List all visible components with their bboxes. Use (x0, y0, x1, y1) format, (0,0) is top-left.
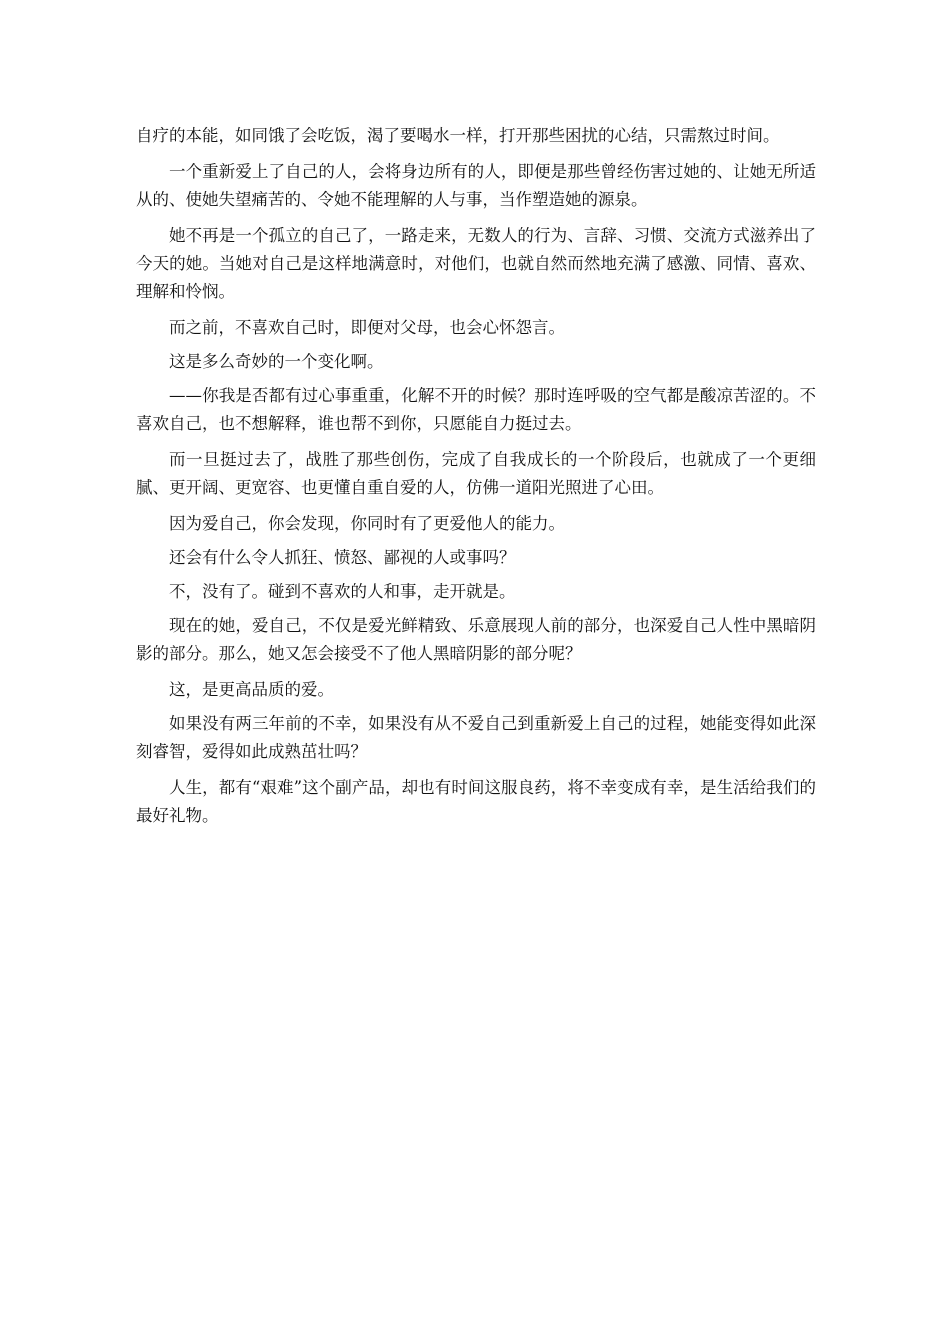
paragraph: 人生，都有“艰难”这个副产品，却也有时间这服良药，将不幸变成有幸，是生活给我们的最好礼物。 (136, 778, 816, 825)
paragraph: 现在的她，爱自己，不仅是爱光鲜精致、乐意展现人前的部分，也深爱自己人性中黑暗阴影的部分。那么，她又怎会接受不了他人黑暗阴影的部分呢？ (136, 616, 816, 663)
paragraph: 不，没有了。碰到不喜欢的人和事，走开就是。 (169, 582, 516, 601)
paragraph: 还会有什么令人抓狂、愤怒、鄙视的人或事吗？ (169, 548, 516, 567)
paragraph: 一个重新爱上了自己的人，会将身边所有的人，即便是那些曾经伤害过她的、让她无所适从的、使她失望痛苦的、令她不能理解的人与事，当作塑造她的源泉。 (136, 162, 816, 209)
paragraph: 这，是更高品质的爱。 (169, 680, 334, 699)
article-body (136, 122, 816, 838)
paragraph: 如果没有两三年前的不幸，如果没有从不爱自己到重新爱上自己的过程，她能变得如此深刻睿智，爱得如此成熟茁壮吗？ (136, 714, 816, 761)
paragraph: 这是多么奇妙的一个变化啊。 (169, 352, 384, 371)
paragraph: 自疗的本能，如同饿了会吃饭，渴了要喝水一样，打开那些困扰的心结，只需熬过时间。 (136, 126, 780, 145)
paragraph: 而一旦挺过去了，战胜了那些创伤，完成了自我成长的一个阶段后，也就成了一个更细腻、更开阔、更宽容、也更懂自重自爱的人，仿佛一道阳光照进了心田。 (136, 450, 816, 497)
paragraph: 因为爱自己，你会发现，你同时有了更爱他人的能力。 (169, 514, 565, 533)
paragraph: ——你我是否都有过心事重重，化解不开的时候？那时连呼吸的空气都是酸凉苦涩的。不喜欢自己，也不想解释，谁也帮不到你，只愿能自力挺过去。 (136, 386, 816, 433)
paragraph: 她不再是一个孤立的自己了，一路走来，无数人的行为、言辞、习惯、交流方式滋养出了今天的她。当她对自己是这样地满意时，对他们，也就自然而然地充满了感激、同情、喜欢、理解和怜悯。 (136, 226, 816, 301)
paragraph: 而之前，不喜欢自己时，即便对父母，也会心怀怨言。 (169, 318, 565, 337)
